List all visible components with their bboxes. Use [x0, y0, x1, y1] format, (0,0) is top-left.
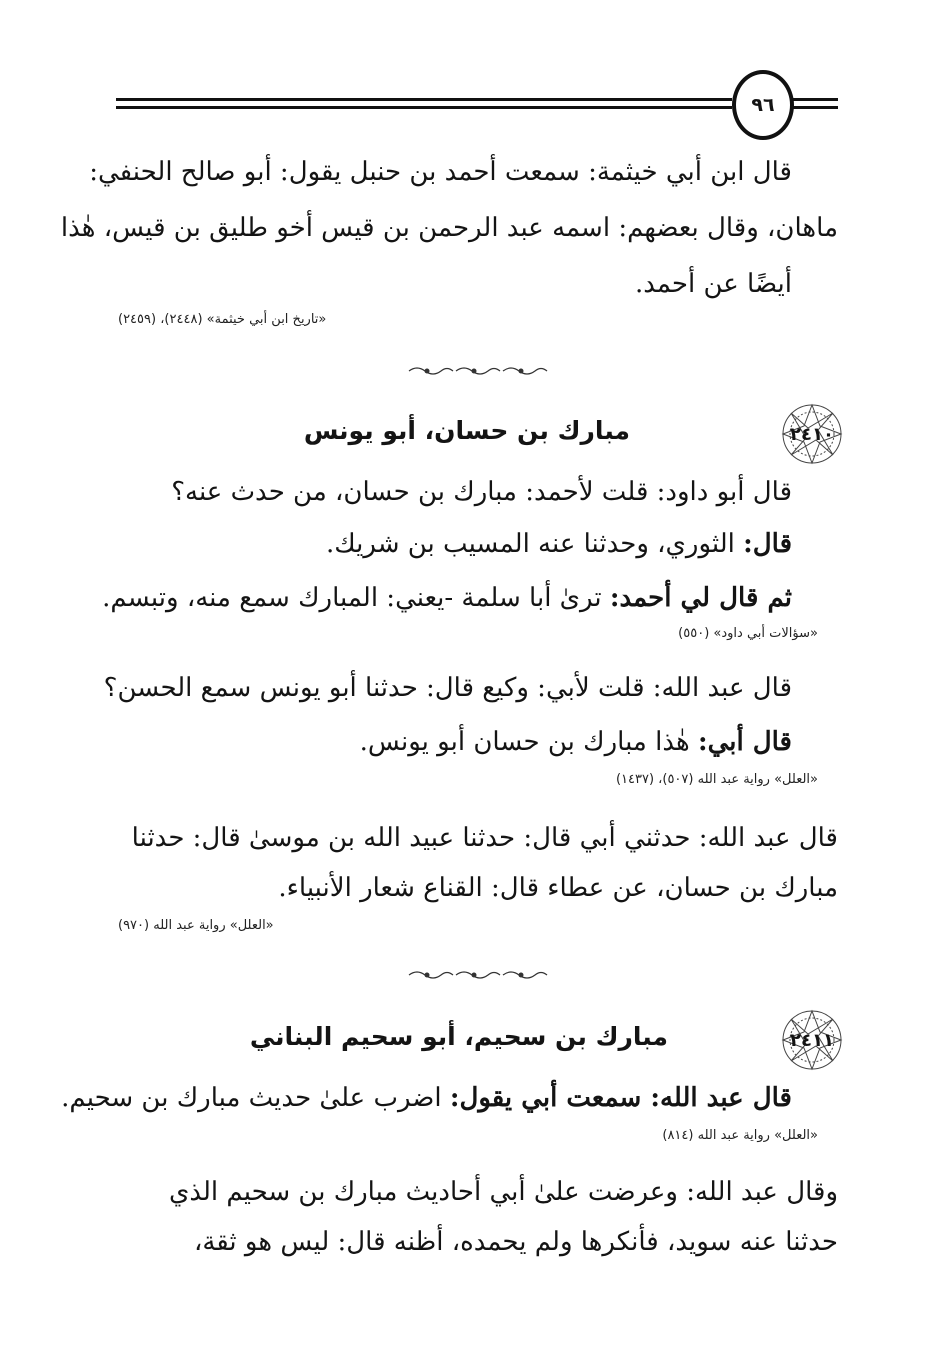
page-number: ٩٦ [732, 70, 794, 140]
entry-number-badge [780, 1008, 844, 1072]
paragraph-line: حدثنا عنه سويد، فأنكرها ولم يحمده، أظنه قال: ليس هو ثقة، [193, 1227, 838, 1257]
paragraph-line [110, 520, 792, 568]
paragraph-line: مبارك بن حسان، عن عطاء قال: القناع شعار الأنبياء. [278, 873, 838, 903]
header-rule [116, 98, 732, 101]
entry-number: ٢٤١١ [790, 1029, 834, 1051]
paragraph-line: قال أبو داود: قلت لأحمد: مبارك بن حسان، من حدث عنه؟ [171, 477, 792, 507]
header-rule [790, 98, 838, 101]
entry-title: مبارك بن حسان، أبو يونس [303, 416, 630, 445]
source-reference: «سؤالات أبي داود» (٥٥٠) [678, 626, 818, 641]
speaker-label: ثم قال لي أحمد: [609, 583, 792, 613]
header-rule [790, 106, 838, 109]
paragraph-line [110, 718, 792, 766]
paragraph-line [102, 574, 792, 622]
paragraph-line: وقال عبد الله: وعرضت علىٰ أبي أحاديث مبارك بن سحيم الذي [169, 1177, 838, 1207]
ornament-separator-icon [404, 968, 554, 982]
paragraph-line: أيضًا عن أحمد. [634, 269, 792, 299]
ornament-separator-icon [404, 364, 554, 378]
paragraph-line: ماهان، وقال بعضهم: اسمه عبد الرحمن بن قيس أخو طليق بن قيس، هٰذا [60, 213, 838, 243]
source-reference: «تاريخ ابن أبي خيثمة» (٢٤٤٨)، (٢٤٥٩) [118, 312, 327, 327]
header-rule [116, 106, 732, 109]
paragraph-line: قال ابن أبي خيثمة: سمعت أحمد بن حنبل يقول: أبو صالح الحنفي: [89, 157, 792, 187]
speaker-label: قال أبي: [697, 727, 792, 757]
quote-text: ترىٰ أبا سلمة -يعني: المبارك سمع منه، وتبسم. [102, 583, 610, 613]
source-reference: «العلل» رواية عبد الله (٩٧٠) [118, 918, 274, 933]
paragraph-line [61, 1074, 792, 1122]
entry-title: مبارك بن سحيم، أبو سحيم البناني [249, 1022, 668, 1051]
quote-text: اضرب علىٰ حديث مبارك بن سحيم. [61, 1083, 450, 1113]
entry-number-badge [780, 402, 844, 466]
quote-text: الثوري، وحدثنا عنه المسيب بن شريك. [325, 529, 744, 559]
paragraph-line: قال عبد الله: حدثني أبي قال: حدثنا عبيد الله بن موسىٰ قال: حدثنا [131, 823, 838, 853]
speaker-label: قال: [743, 529, 792, 559]
entry-number: ٢٤١٠ [790, 423, 834, 445]
source-reference: «العلل» رواية عبد الله (٨١٤) [662, 1128, 818, 1143]
source-reference: «العلل» رواية عبد الله (٥٠٧)، (١٤٣٧) [615, 772, 818, 787]
speaker-label: قال عبد الله: سمعت أبي يقول: [449, 1083, 792, 1113]
quote-text: هٰذا مبارك بن حسان أبو يونس. [359, 727, 698, 757]
paragraph-line: قال عبد الله: قلت لأبي: وكيع قال: حدثنا أبو يونس سمع الحسن؟ [103, 673, 792, 703]
